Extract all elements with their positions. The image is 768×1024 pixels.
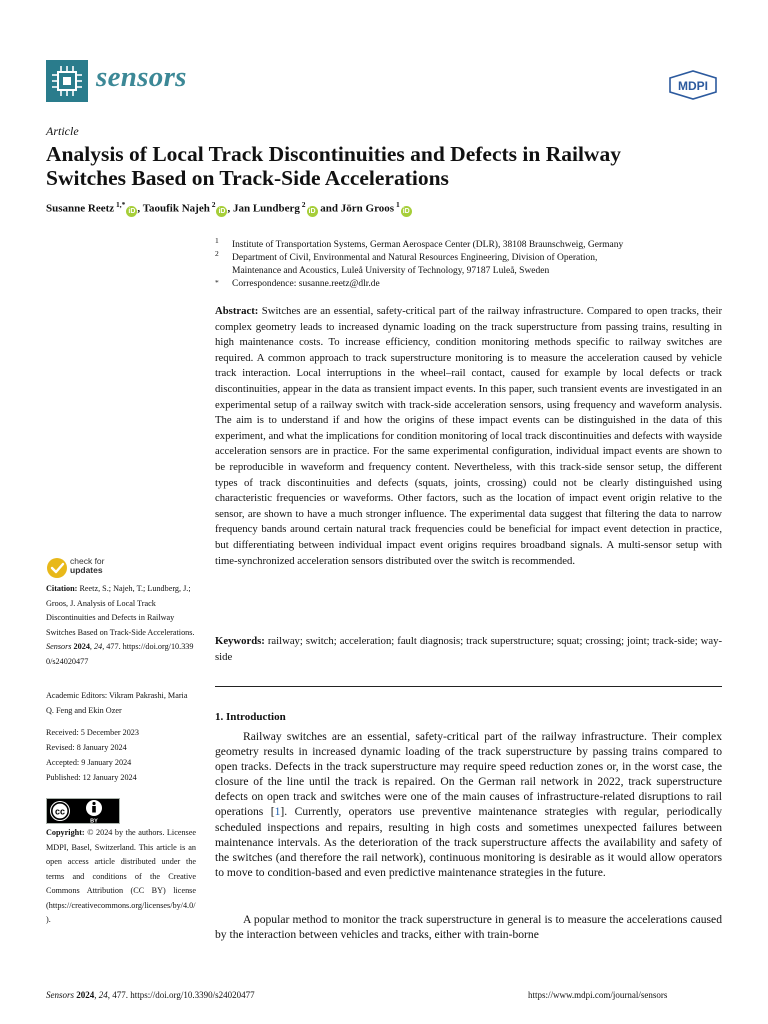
affiliation-number: 1 [215,236,219,245]
affiliation-number: * [215,278,219,287]
footer-year: 2024 [76,990,95,1000]
reference-link[interactable]: 1 [274,805,281,819]
check-for-text: check for [70,556,105,566]
footer-journal-url[interactable]: https://www.mdpi.com/journal/sensors [528,990,668,1000]
affiliation-number: 2 [215,249,219,258]
academic-editors: Academic Editors: Vikram Pakrashi, Maria Q. Feng and Ekin Ozer [46,691,188,715]
citation-label: Citation: [46,584,78,593]
copyright-text: © 2024 by the authors. Licensee MDPI, Basel, Switzerland. This article is an open access article distributed under the terms and conditions of the Creative Commons Attribution (CC BY) license (https://creativecommons.org/licenses/by/4.0/). [46,828,197,924]
check-for-updates-badge[interactable] [46,556,126,580]
affiliation-text: Maintenance and Acoustics, Luleå University of Technology, 97187 Luleå, Sweden [232,266,550,276]
received-date: Received: 5 December 2023 [46,728,139,737]
footer-volume: 24 [98,990,108,1000]
author-sep: , [137,202,143,215]
citation-journal: Sensors [46,642,72,651]
author-and: and [317,202,341,215]
author-sep: , [227,202,233,215]
divider [215,686,722,687]
copyright-label: Copyright: [46,828,85,837]
copyright-block [46,826,196,928]
orcid-icon[interactable]: iD [308,207,316,215]
citation-volume: 24 [94,642,103,651]
intro-paragraph [215,729,722,880]
keywords-text: railway; switch; acceleration; fault diagnosis; track superstructure; squat; crossing; joint; track-side; way-side [215,635,722,663]
citation-doi[interactable]: , 477. https://doi.org/10.3390/s24020477 [46,642,194,666]
affiliation-text: Department of Civil, Environmental and Natural Resources Engineering, Division of Operation, [232,253,598,263]
orcid-icon[interactable]: iD [402,207,410,215]
revised-date: Revised: 8 January 2024 [46,743,127,752]
footer-citation: Sensors 2024, 24, 477. https://doi.org/10.3390/s24020477 [46,990,255,1000]
author-name[interactable]: Susanne Reetz [46,202,115,215]
author-name[interactable]: Jan Lundberg [232,202,300,215]
orcid-icon[interactable]: iD [218,207,226,215]
page-title [46,142,736,190]
citation-year: 2024 [73,642,90,651]
author-list [46,200,412,217]
mdpi-logo-text: MDPI [678,79,708,93]
abstract [215,304,722,569]
cc-by-label: BY [90,818,98,824]
author-affil-sup: 2 [301,200,306,209]
abstract-label: Abstract: [215,305,259,317]
correspondence[interactable]: Correspondence: susanne.reetz@dlr.de [232,279,380,289]
keywords-label: Keywords: [215,635,265,647]
svg-text:cc: cc [54,806,66,817]
mdpi-logo[interactable] [664,70,722,100]
author-affil-sup: 2 [211,200,216,209]
title-line-1: Analysis of Local Track Discontinuities and Defects in Railway [46,142,621,166]
footer-journal: Sensors [46,990,75,1000]
citation-block: Citation: Reetz, S.; Najeh, T.; Lundberg, J.; Groos, J. Analysis of Local Track Discontinuities and Defects in Railway Switches Based on Track-Side Accelerations. Sensors 2024, 24, 477. https://doi.org/10.3390/s24020477 [46,584,195,666]
affiliation-text: Institute of Transportation Systems, German Aerospace Center (DLR), 38108 Braunschweig, Germany [232,240,624,250]
author-name[interactable]: Jörn Groos [340,202,395,215]
orcid-icon[interactable]: iD [128,207,136,215]
abstract-text: Switches are an essential, safety-critical part of the railway infrastructure. Compared to open tracks, their complex geometry leads to increased dynamic loading on the track superstructure from passing trains, resulting in high maintenance costs. To increase efficiency, condition monitoring methods specific to railway switches are required. A common approach to track superstructure monitoring is to measure the acceleration caused by vehicle track interaction. Local interruptions in the wheel–rail contact, caused for example by local defects or track discontinuities, appear in the data as transient impact events. In this paper, such transient events are investigated in an experimental setup of a railway switch with track-side acceleration sensors, using frequency and waveform analysis. The aim is to understand if and how the origins of these impact events can be distinguished in the data of this experiment, and what the implications for condition monitoring of local track discontinuities and defects with wayside acceleration sensors are in practice. For the same experimental configuration, individual impact events are shown to be reproducible in waveform and frequency content. Nevertheless, with this track-side sensor setup, the different types of track discontinuities and defects (squats, joints, crossing) could not be clearly distinguished using characteristic frequencies or waveforms. Other factors, such as the location of impact event origin relative to the sensor, are shown to have a much stronger influence. The experimental data suggest that filtering the data to narrow frequency bands around certain natural track frequencies could be beneficial for impact event detection in practice, but differentiating between individual impact event origins requires broadband signals. A multi-sensor setup with time-synchronized acceleration sensors distributed over the switch is recommended. [215,305,723,567]
journal-logo-icon [46,60,88,102]
section-heading: 1. Introduction [215,711,286,723]
citation-text: Reetz, S.; Najeh, T.; Lundberg, J.; Groos, J. Analysis of Local Track Discontinuities and Defects in Railway Switches Based on Track-Side Accelerations. [46,584,195,637]
article-type: Article [46,124,79,138]
accepted-date: Accepted: 9 January 2024 [46,758,132,767]
intro-text: ]. Currently, operators use preventive maintenance strategies with regular, periodically scheduled inspections and repairs, resulting in high costs and sometimes unexpected failures between maintenance intervals. As the deterioration of the track superstructure affects the availability and safety of the switches (and therefore the rail network), continuous monitoring is desirable as it would allow operators to move to condition-based and even predictive maintenance strategies in the future. [215,805,722,879]
cc-by-license-badge[interactable] [46,798,120,824]
journal-name[interactable]: sensors [96,61,187,93]
author-affil-sup: 1,* [116,200,126,209]
intro-text: Railway switches are an essential, safety-critical part of the railway infrastructure. Their complex geometry results in increased dynamic loading of the track superstructure by passing trains compared to open tracks. Defects in the track superstructure may require speed reduction zones or, in the worst case, the closure of the line until the track is repaired. On the German rail network in 2022, track superstructure defects on open track and switches were one of the main causes of infrastructure-related disruptions to rail operations [ [215,730,722,819]
author-affil-sup: 1 [395,200,400,209]
updates-text: updates [70,565,103,575]
published-date: Published: 12 January 2024 [46,773,137,782]
footer-doi[interactable]: , 477. https://doi.org/10.3390/s24020477 [107,990,255,1000]
intro-paragraph: A popular method to monitor the track superstructure in general is to measure the accelerations caused by the interaction between vehicles and tracks, either with train-borne [215,913,722,942]
keywords [215,634,722,665]
check-updates-circle-icon [47,558,67,578]
title-line-2: Switches Based on Track-Side Accelerations [46,166,449,190]
author-name[interactable]: Taoufik Najeh [142,202,210,215]
